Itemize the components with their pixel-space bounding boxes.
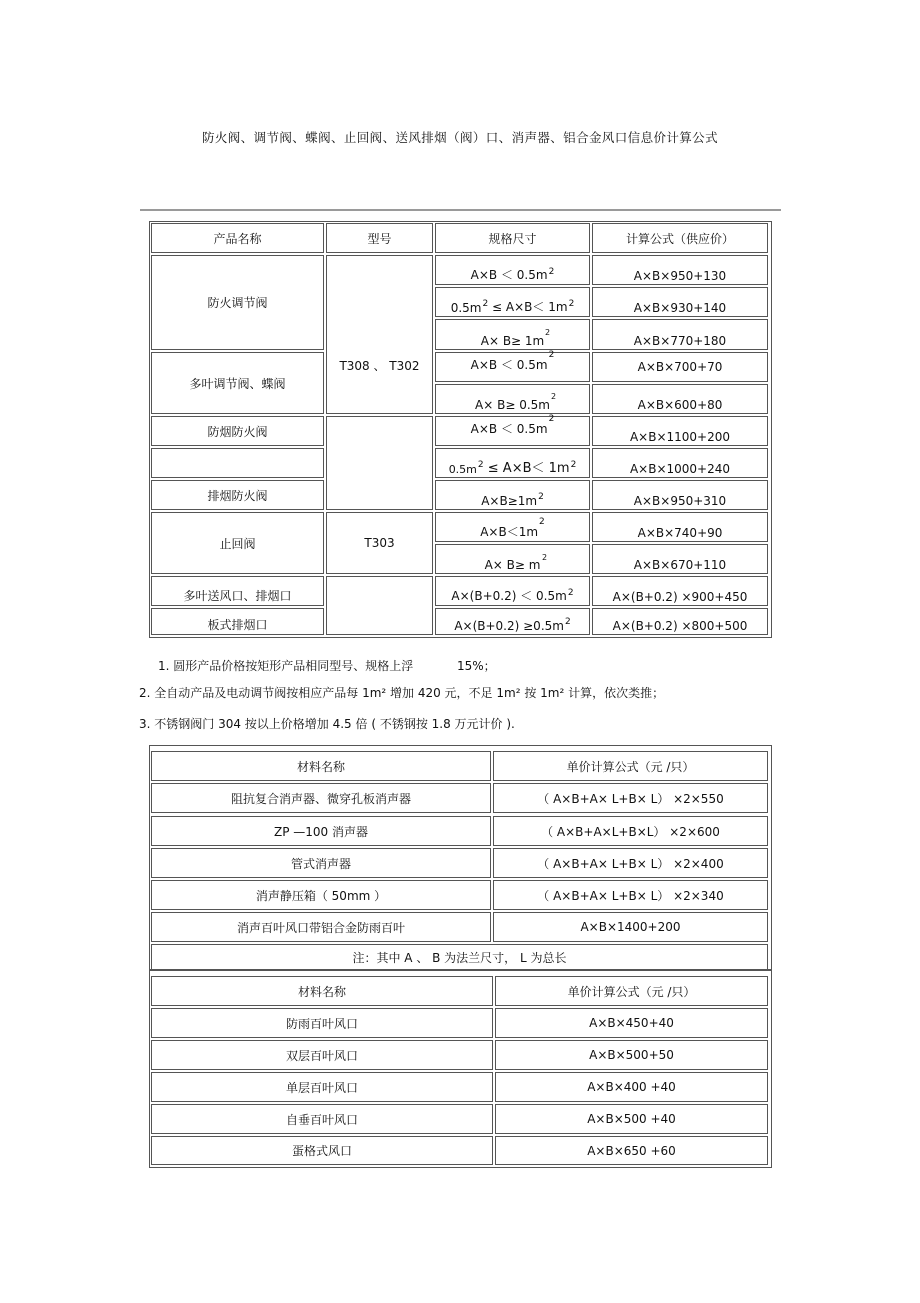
spec-row — [435, 255, 590, 285]
spec-row — [435, 608, 590, 635]
header-material-name: 材料名称 — [151, 976, 493, 1006]
model-empty-cell — [326, 416, 433, 510]
spec-text: A×B≥1m — [481, 494, 538, 508]
superscript: 2 — [545, 328, 551, 337]
spec-row — [435, 544, 590, 574]
product-empty-cell — [151, 448, 324, 478]
header-product-name: 产品名称 — [151, 223, 324, 253]
unit-price-formula: （ A×B+A×L+B×L） ×2×600 — [493, 816, 768, 846]
material-name: 消声百叶风口带铝合金防雨百叶 — [151, 912, 491, 942]
formula-cell: A×B×950+310 — [592, 480, 768, 510]
formula-cell: A×B×670+110 — [592, 544, 768, 574]
formula-cell: A×(B+0.2) ×900+450 — [592, 576, 768, 606]
spec-text: 0.5m — [450, 301, 482, 315]
spec-row — [435, 576, 590, 606]
spec-text: A×(B+0.2) ＜ 0.5m — [451, 589, 567, 603]
material-name: ZP —100 消声器 — [151, 816, 491, 846]
unit-price-formula: （ A×B+A× L+B× L） ×2×340 — [493, 880, 768, 910]
spec-row — [435, 448, 590, 478]
spec-text: A×B ＜ 0.5m — [470, 358, 548, 372]
header-formula: 计算公式（供应价） — [592, 223, 768, 253]
product-plate-outlet: 板式排烟口 — [151, 608, 324, 635]
note-2: 2. 全自动产品及电动调节阀按相应产品每 1m² 增加 420 元，不足 1m² 按 1m² 计算，依次类推； — [139, 686, 665, 700]
product-check-valve: 止回阀 — [151, 512, 324, 574]
material-name: 防雨百叶风口 — [151, 1008, 493, 1038]
superscript: 2 — [548, 414, 555, 424]
document-title: 防火阀、调节阀、蝶阀、止回阀、送风排烟（阀）口、消声器、铝合金风口信息价计算公式 — [201, 130, 718, 145]
spec-text: A×B ＜ 0.5m — [470, 268, 548, 282]
model-t303: T303 — [326, 512, 433, 574]
product-fire-damper: 防火调节阀 — [151, 255, 324, 350]
superscript: 2 — [477, 460, 484, 470]
superscript: 2 — [551, 392, 557, 401]
model-empty-cell — [326, 576, 433, 635]
horizontal-rule — [140, 209, 781, 211]
product-smoke-fire-damper: 防烟防火阀 — [151, 416, 324, 446]
superscript: 2 — [542, 553, 548, 562]
material-name: 阻抗复合消声器、微穿孔板消声器 — [151, 783, 491, 813]
formula-cell: A×B×700+70 — [592, 352, 768, 382]
material-name: 管式消声器 — [151, 848, 491, 878]
spec-row — [435, 416, 590, 446]
header-material-name: 材料名称 — [151, 751, 491, 781]
formula-cell: A×B×600+80 — [592, 384, 768, 414]
note-1: 1. 圆形产品价格按矩形产品相同型号、规格上浮 — [158, 659, 414, 673]
spec-text: A×B＜1m — [480, 525, 539, 539]
formula-cell: A×B×770+180 — [592, 319, 768, 350]
formula-cell: A×B×1000+240 — [592, 448, 768, 478]
formula-cell: A×B×930+140 — [592, 287, 768, 317]
spec-row — [435, 287, 590, 317]
formula-cell: A×B×950+130 — [592, 255, 768, 285]
product-exhaust-fire-damper: 排烟防火阀 — [151, 480, 324, 510]
spec-text: ≤ A×B＜ 1m — [492, 300, 568, 314]
spec-row — [435, 480, 590, 510]
superscript: 2 — [570, 460, 577, 470]
formula-cell: A×(B+0.2) ×800+500 — [592, 608, 768, 635]
unit-price-formula: A×B×400 +40 — [495, 1072, 768, 1102]
superscript: 2 — [567, 588, 574, 598]
superscript: 2 — [538, 492, 544, 502]
superscript: 2 — [539, 517, 545, 527]
unit-price-formula: A×B×450+40 — [495, 1008, 768, 1038]
material-name: 单层百叶风口 — [151, 1072, 493, 1102]
product-multi-leaf-damper: 多叶调节阀、蝶阀 — [151, 352, 324, 414]
superscript: 2 — [568, 299, 575, 309]
spec-text: ≤ A×B＜ 1m — [487, 461, 570, 476]
note-1-percent: 15%； — [457, 659, 496, 673]
spec-row — [435, 512, 590, 542]
spec-row — [435, 384, 590, 414]
header-model: 型号 — [326, 223, 433, 253]
spec-text: A× B≥ m — [484, 558, 541, 572]
header-unit-price: 单价计算公式（元 /只） — [495, 976, 768, 1006]
spec-text: A× B≥ 1m — [480, 334, 545, 348]
spec-text: A× B≥ 0.5m — [475, 398, 550, 412]
superscript: 2 — [548, 350, 555, 360]
spec-row — [435, 352, 590, 382]
unit-price-formula: A×B×1400+200 — [493, 912, 768, 942]
model-t308-t302: T308 、 T302 — [326, 255, 433, 414]
unit-price-formula: A×B×500+50 — [495, 1040, 768, 1070]
product-multi-leaf-outlet: 多叶送风口、排烟口 — [151, 576, 324, 606]
spec-text: 0.5m — [448, 463, 477, 476]
superscript: 2 — [548, 267, 555, 277]
note-3: 3. 不锈钢阀门 304 按以上价格增加 4.5 倍 ( 不锈钢按 1.8 万元计价 ). — [139, 717, 515, 731]
formula-cell: A×B×740+90 — [592, 512, 768, 542]
unit-price-formula: A×B×650 +60 — [495, 1136, 768, 1165]
spec-text: A×(B+0.2) ≥0.5m — [454, 619, 564, 633]
material-name: 自垂百叶风口 — [151, 1104, 493, 1134]
material-name: 消声静压箱（ 50mm ） — [151, 880, 491, 910]
unit-price-formula: （ A×B+A× L+B× L） ×2×400 — [493, 848, 768, 878]
header-spec: 规格尺寸 — [435, 223, 590, 253]
material-name: 蛋格式风口 — [151, 1136, 493, 1165]
spec-row — [435, 319, 590, 350]
spec-text: A×B ＜ 0.5m — [470, 422, 548, 436]
material-name: 双层百叶风口 — [151, 1040, 493, 1070]
unit-price-formula: （ A×B+A× L+B× L） ×2×550 — [493, 783, 768, 813]
superscript: 2 — [482, 299, 489, 309]
dimension-note: 注：其中 A 、 B 为法兰尺寸， L 为总长 — [151, 944, 768, 970]
formula-cell: A×B×1100+200 — [592, 416, 768, 446]
header-unit-price: 单价计算公式（元 /只） — [493, 751, 768, 781]
unit-price-formula: A×B×500 +40 — [495, 1104, 768, 1134]
superscript: 2 — [564, 617, 571, 627]
